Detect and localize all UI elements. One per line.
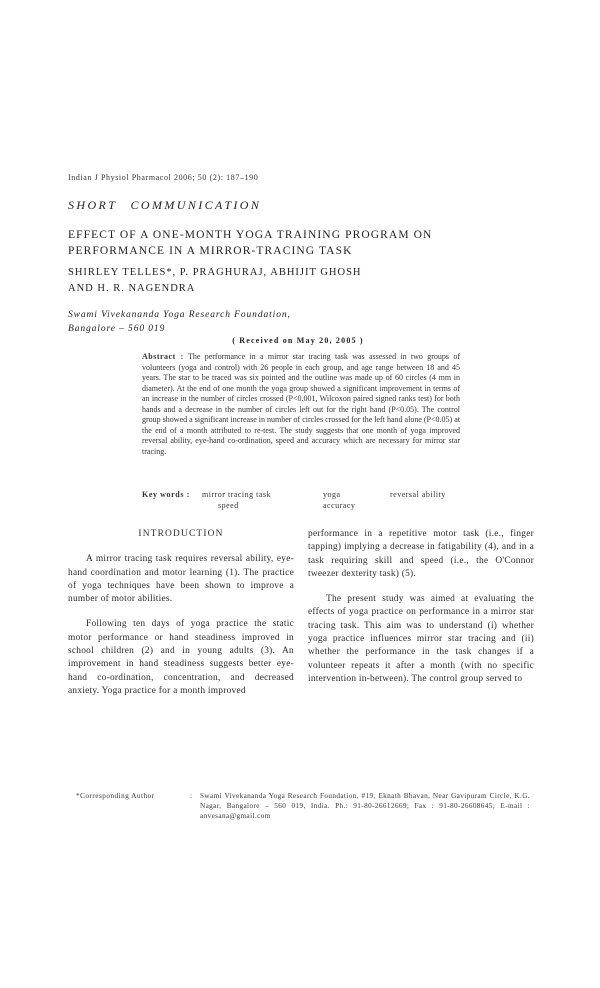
title-line-2: PERFORMANCE IN A MIRROR-TRACING TASK — [68, 245, 353, 257]
abstract-text: The performance in a mirror star tracing task was assessed in two groups of volunteers (yoga and control) with 26 people in each group, and age range between 18 and 45 years. The star to be traced was six pointed and the outline was made up of 60 circles (4 mm in diameter). At the end of one month the yoga group showed a significant improvement in terms of an increase in the number of circles crossed (P<0.001, Wilcoxon paired signed ranks test) for both hands and a decrease in the number of circles left out for the right hand (P<0.05). The control group showed a significant increase in number of circles crossed for the left hand alone (P<0.05) at the end of a month attributed to re-test. The study suggests that one month of yoga improved reversal ability, eye-hand co-ordination, speed and accuracy which are necessary for mirror star tracing. — [142, 352, 461, 456]
journal-citation: Indian J Physiol Pharmacol 2006; 50 (2): 187–190 — [68, 173, 259, 182]
paragraph: The present study was aimed at evaluating the effects of yoga practice on performance in a mirror star tracing task. This aim was to understand (i) whether yoga practice influences mirror star tracing and (ii) whether the performance in the task changes if a volunteer repeats it after a month (with no specific intervention in-between). The control group served to — [308, 594, 534, 684]
keyword: reversal ability — [390, 490, 446, 499]
affiliation-line-2: Bangalore – 560 019 — [68, 324, 166, 334]
abstract-label: Abstract : — [142, 352, 184, 361]
section-label: SHORT COMMUNICATION — [68, 198, 262, 212]
keyword: yoga — [323, 490, 341, 499]
affiliation-line-1: Swami Vivekananda Yoga Research Foundation, — [68, 310, 291, 320]
title-line-1: EFFECT OF A ONE-MONTH YOGA TRAINING PROGRAM ON — [68, 229, 433, 241]
keywords-label: Key words : — [142, 490, 190, 499]
footnote-separator: : — [190, 792, 192, 800]
keyword: mirror tracing task — [202, 490, 272, 499]
article-title — [68, 227, 488, 259]
authors-line-1: SHIRLEY TELLES*, P. PRAGHURAJ, ABHIJIT GHOSH — [68, 267, 362, 278]
received-date: ( Received on May 20, 2005 ) — [232, 336, 364, 345]
footnote-text: Swami Vivekananda Yoga Research Foundation, #19, Eknath Bhavan, Near Gavipuram Circle, K.G. Nagar, Bangalore – 560 019, India. Ph.: 91-80-26612669; Fax : 91-80-26608645; E-mail : anvesana@gmail.com — [200, 792, 530, 820]
author-list — [68, 265, 488, 297]
footnote-divider — [68, 786, 534, 787]
paragraph: performance in a repetitive motor task (i.e., finger tapping) implying a decrease in fatigability (4), and in a task requiring skill and speed (i.e., the O'Connor tweezer dexterity task) (5). — [308, 529, 534, 579]
body-column-left — [68, 528, 294, 710]
keyword: speed — [218, 501, 239, 510]
abstract — [142, 352, 460, 457]
authors-line-2: AND H. R. NAGENDRA — [68, 283, 196, 294]
keyword: accuracy — [323, 501, 356, 510]
body-column-right — [308, 528, 534, 698]
affiliation — [68, 308, 488, 336]
introduction-heading: INTRODUCTION — [138, 529, 224, 539]
footnote-label: *Corresponding Author — [76, 792, 155, 800]
paragraph: Following ten days of yoga practice the static motor performance or hand steadiness improved in school children (2) and in young adults (3). An improvement in hand steadiness suggests better eye-hand co-ordination, concentration, and decreased anxiety. Yoga practice for a month improved — [68, 619, 294, 696]
paragraph: A mirror tracing task requires reversal ability, eye-hand coordination and motor learning (1). The practice of yoga techniques have been shown to improve a number of motor abilities. — [68, 554, 294, 605]
